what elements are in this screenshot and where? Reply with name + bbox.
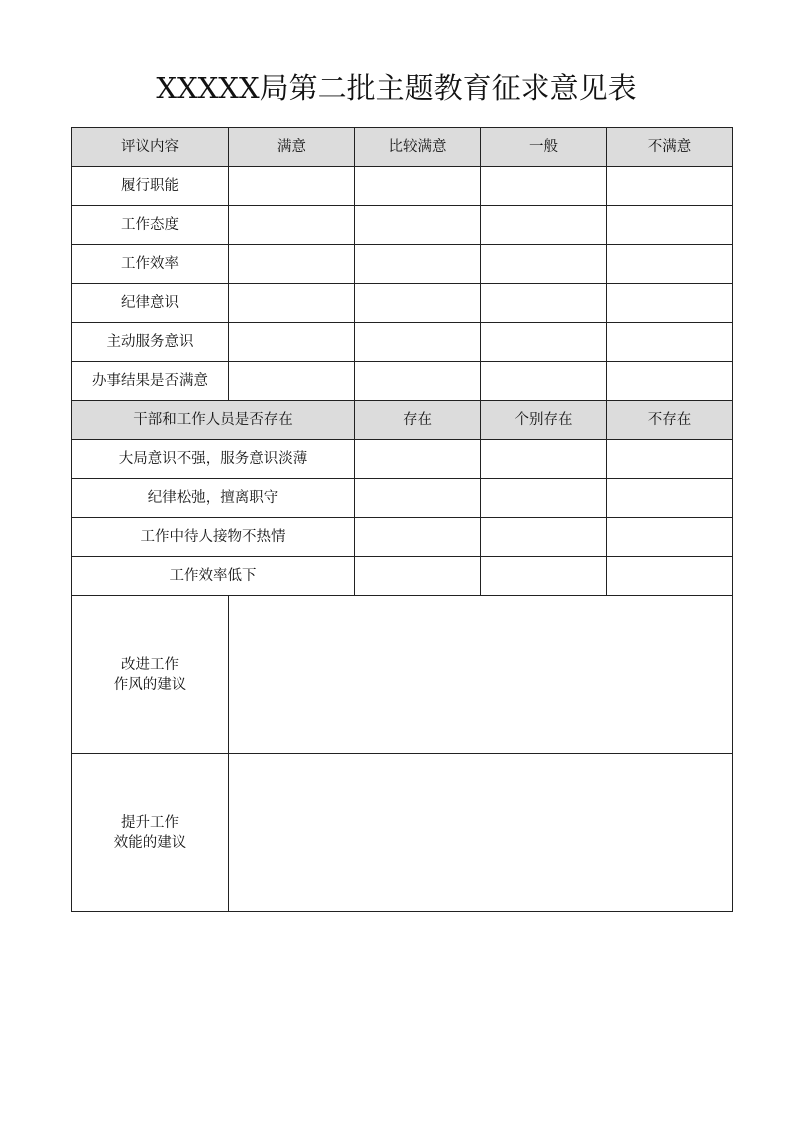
row-label: 大局意识不强，服务意识淡薄 xyxy=(72,440,355,479)
header-cell-satisfied: 满意 xyxy=(229,128,355,167)
table-row xyxy=(72,323,733,362)
answer-cell[interactable] xyxy=(229,245,355,284)
header-cell-dissatisfied: 不满意 xyxy=(607,128,733,167)
suggestion-row-efficiency xyxy=(72,754,733,912)
answer-cell[interactable] xyxy=(355,206,481,245)
answer-cell[interactable] xyxy=(481,518,607,557)
answer-cell[interactable] xyxy=(481,479,607,518)
answer-cell[interactable] xyxy=(229,323,355,362)
row-label: 主动服务意识 xyxy=(72,323,229,362)
row-label: 履行职能 xyxy=(72,167,229,206)
answer-cell[interactable] xyxy=(355,518,481,557)
row-label: 纪律意识 xyxy=(72,284,229,323)
suggestion-label-efficiency xyxy=(72,754,229,912)
suggestion-input-style[interactable] xyxy=(229,596,733,754)
answer-cell[interactable] xyxy=(355,440,481,479)
answer-cell[interactable] xyxy=(607,245,733,284)
answer-cell[interactable] xyxy=(607,557,733,596)
row-label: 纪律松弛，擅离职守 xyxy=(72,479,355,518)
answer-cell[interactable] xyxy=(607,518,733,557)
answer-cell[interactable] xyxy=(481,440,607,479)
answer-cell[interactable] xyxy=(607,323,733,362)
header-cell-not-exists: 不存在 xyxy=(607,401,733,440)
table-row xyxy=(72,284,733,323)
suggestion-label-line: 效能的建议 xyxy=(113,834,187,851)
header-cell-exists: 存在 xyxy=(355,401,481,440)
answer-cell[interactable] xyxy=(229,362,355,401)
table-row xyxy=(72,206,733,245)
answer-cell[interactable] xyxy=(607,167,733,206)
answer-cell[interactable] xyxy=(481,284,607,323)
row-label: 工作效率 xyxy=(72,245,229,284)
suggestion-label-line: 提升工作 xyxy=(121,814,179,831)
row-label: 工作态度 xyxy=(72,206,229,245)
suggestion-label-style xyxy=(72,596,229,754)
header-cell-average: 一般 xyxy=(481,128,607,167)
header-cell-issue: 干部和工作人员是否存在 xyxy=(72,401,355,440)
suggestion-row-style xyxy=(72,596,733,754)
row-label: 办事结果是否满意 xyxy=(72,362,229,401)
table-row xyxy=(72,557,733,596)
opinion-form-table xyxy=(71,127,733,912)
answer-cell[interactable] xyxy=(229,206,355,245)
answer-cell[interactable] xyxy=(355,557,481,596)
answer-cell[interactable] xyxy=(229,167,355,206)
table-row xyxy=(72,167,733,206)
answer-cell[interactable] xyxy=(481,557,607,596)
suggestion-label-line: 作风的建议 xyxy=(113,676,187,693)
header-cell-content: 评议内容 xyxy=(72,128,229,167)
answer-cell[interactable] xyxy=(607,284,733,323)
header-cell-partially-exists: 个别存在 xyxy=(481,401,607,440)
answer-cell[interactable] xyxy=(481,206,607,245)
answer-cell[interactable] xyxy=(355,362,481,401)
answer-cell[interactable] xyxy=(355,323,481,362)
answer-cell[interactable] xyxy=(481,167,607,206)
table-row xyxy=(72,518,733,557)
table-row xyxy=(72,245,733,284)
answer-cell[interactable] xyxy=(607,440,733,479)
page-title: XXXXX局第二批主题教育征求意见表 xyxy=(156,71,637,105)
answer-cell[interactable] xyxy=(355,284,481,323)
answer-cell[interactable] xyxy=(481,245,607,284)
answer-cell[interactable] xyxy=(355,479,481,518)
suggestion-label-line: 改进工作 xyxy=(121,656,179,673)
answer-cell[interactable] xyxy=(481,323,607,362)
row-label: 工作效率低下 xyxy=(72,557,355,596)
answer-cell[interactable] xyxy=(607,362,733,401)
suggestion-input-efficiency[interactable] xyxy=(229,754,733,912)
header-cell-fairly-satisfied: 比较满意 xyxy=(355,128,481,167)
answer-cell[interactable] xyxy=(355,167,481,206)
table-row xyxy=(72,362,733,401)
answer-cell[interactable] xyxy=(607,479,733,518)
row-label: 工作中待人接物不热情 xyxy=(72,518,355,557)
table-row xyxy=(72,440,733,479)
answer-cell[interactable] xyxy=(229,284,355,323)
satisfaction-header-row xyxy=(72,128,733,167)
answer-cell[interactable] xyxy=(355,245,481,284)
answer-cell[interactable] xyxy=(481,362,607,401)
answer-cell[interactable] xyxy=(607,206,733,245)
table-row xyxy=(72,479,733,518)
existence-header-row xyxy=(72,401,733,440)
